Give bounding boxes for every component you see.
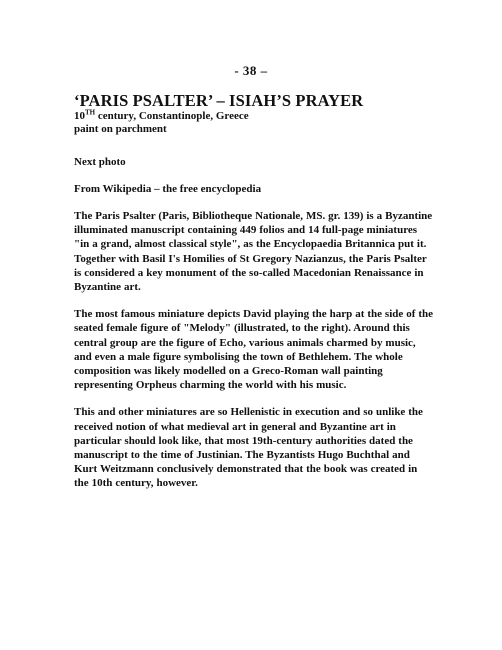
document-content [74, 92, 434, 491]
paragraph: This and other miniatures are so Hellenistic in execution and so unlike the received notion of what medieval art in general and Byzantine art in particular should look like, that most 19th-century authorities dated the manuscript to the time of Justinian. The Byzantists Hugo Buchthal and Kurt Weitzmann conclusively demonstrated that the book was created in the 10th century, however. [74, 406, 423, 490]
source-line: From Wikipedia – the free encyclopedia [74, 183, 262, 195]
century-number: 10 [74, 110, 85, 122]
next-photo-line: Next photo [74, 156, 126, 168]
paragraph: The Paris Psalter (Paris, Bibliotheque Nationale, MS. gr. 139) is a Byzantine illuminated manuscript containing 449 folios and 14 full-page miniatures "in a grand, almost classical style", as the Encyclopaedia Britannica put it. Together with Basil I's Homilies of St Gregory Nazianzus, the Paris Psalter is considered a key monument of the so-called Macedonian Renaissance in Byzantine art. [74, 210, 433, 294]
medium-line: paint on parchment [74, 123, 167, 135]
paragraph: The most famous miniature depicts David playing the harp at the side of the seated female figure of "Melody" (illustrated, to the right). Around this central group are the figure of Echo, various animals charmed by music, and even a male figure symbolising the town of Bethlehem. The whole composition was likely modelled on a Greco-Roman wall painting representing Orpheus charming the world with his music. [74, 308, 433, 392]
document-title: ‘PARIS PSALTER’ – ISIAH’S PRAYER [74, 91, 364, 110]
date-place-line [74, 110, 434, 123]
page-number: - 38 – [234, 63, 268, 78]
place-text: century, Constantinople, Greece [95, 110, 249, 122]
century-suffix: TH [85, 108, 96, 117]
